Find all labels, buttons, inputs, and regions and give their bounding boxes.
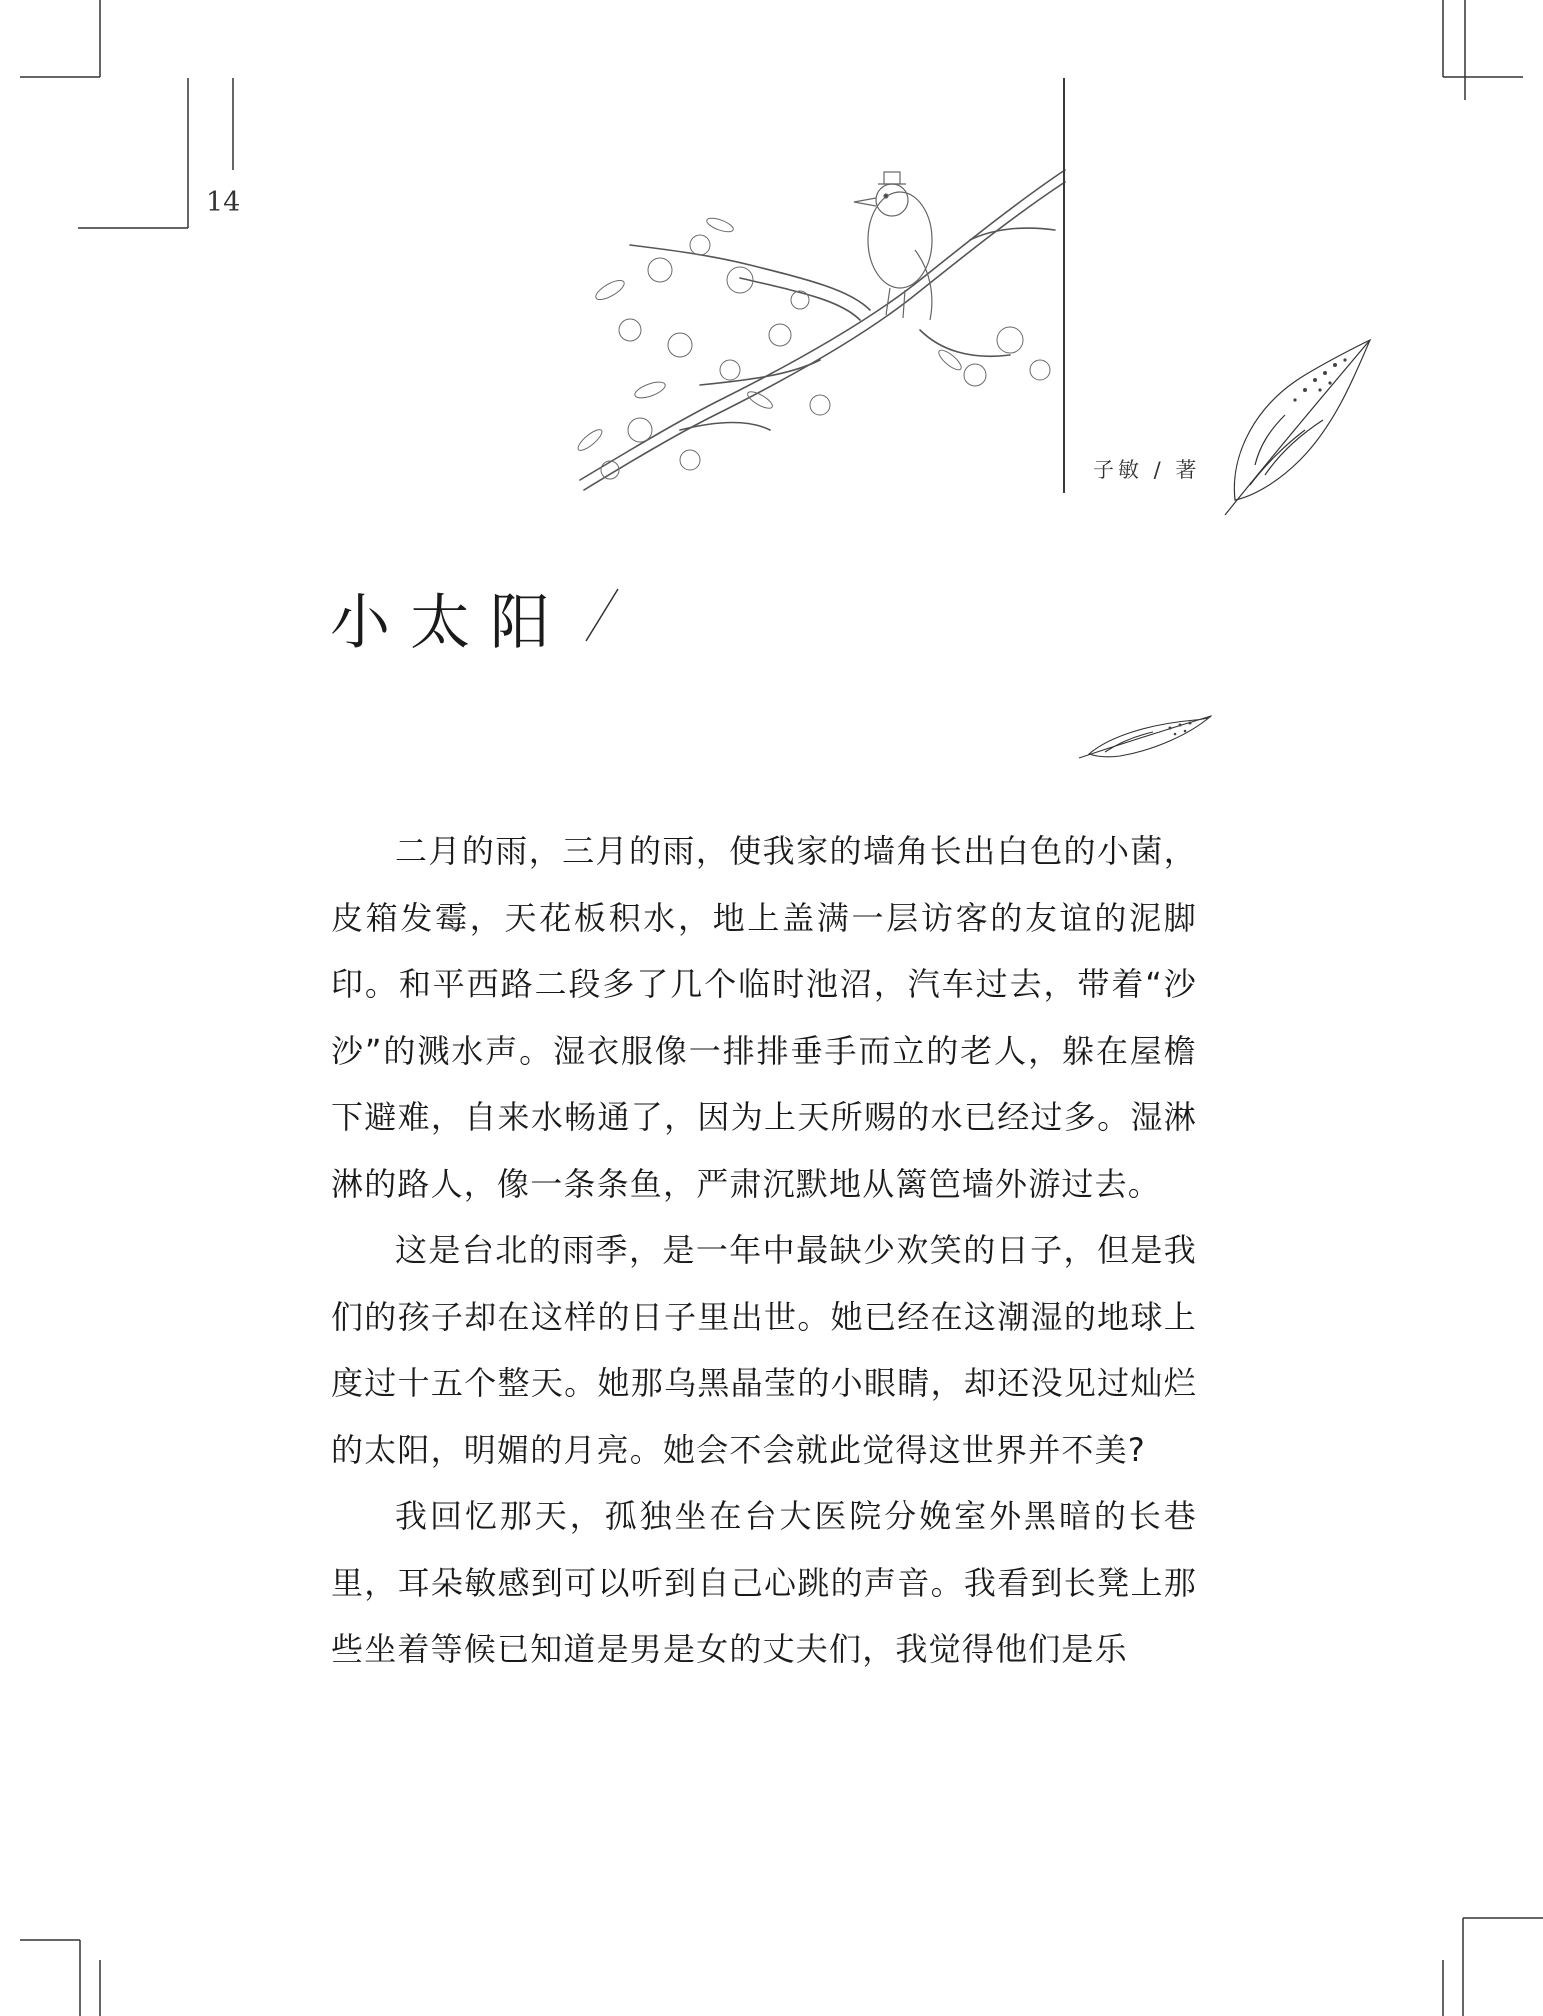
vertical-rule xyxy=(1063,78,1065,493)
author-byline: 子敏 / 著 xyxy=(1093,458,1201,482)
chapter-title: 小太阳 xyxy=(330,588,570,658)
paragraph: 这是台北的雨季，是一年中最缺少欢笑的日子，但是我们的孩子却在这样的日子里出世。她已经在这潮湿的地球上度过十五个整天。她那乌黑晶莹的小眼睛，却还没见过灿烂的太阳，明媚的月亮。她会不会就此觉得这世界并不美? xyxy=(331,1231,1197,1469)
paragraph: 二月的雨，三月的雨，使我家的墙角长出白色的小菌，皮箱发霉，天花板积水，地上盖满一层访客的友谊的泥脚印。和平西路二段多了几个临时池沼，汽车过去，带着“沙沙”的溅水声。湿衣服像一排排垂手而立的老人，躲在屋檐下避难，自来水畅通了，因为上天所赐的水已经过多。湿淋淋的路人，像一条条鱼，严肃沉默地从篱笆墙外游过去。 xyxy=(331,832,1197,1203)
bird-branch-illustration xyxy=(570,130,1080,520)
paragraph: 我回忆那天，孤独坐在台大医院分娩室外黑暗的长巷里，耳朵敏感到可以听到自己心跳的声音。我看到长凳上那些坐着等候已知道是男是女的丈夫们，我觉得他们是乐 xyxy=(331,1497,1197,1668)
feather-icon xyxy=(1075,710,1215,766)
feather-icon xyxy=(1205,335,1375,525)
body-text xyxy=(331,818,1197,1683)
page-number: 14 xyxy=(206,187,241,218)
title-slash xyxy=(578,585,628,645)
